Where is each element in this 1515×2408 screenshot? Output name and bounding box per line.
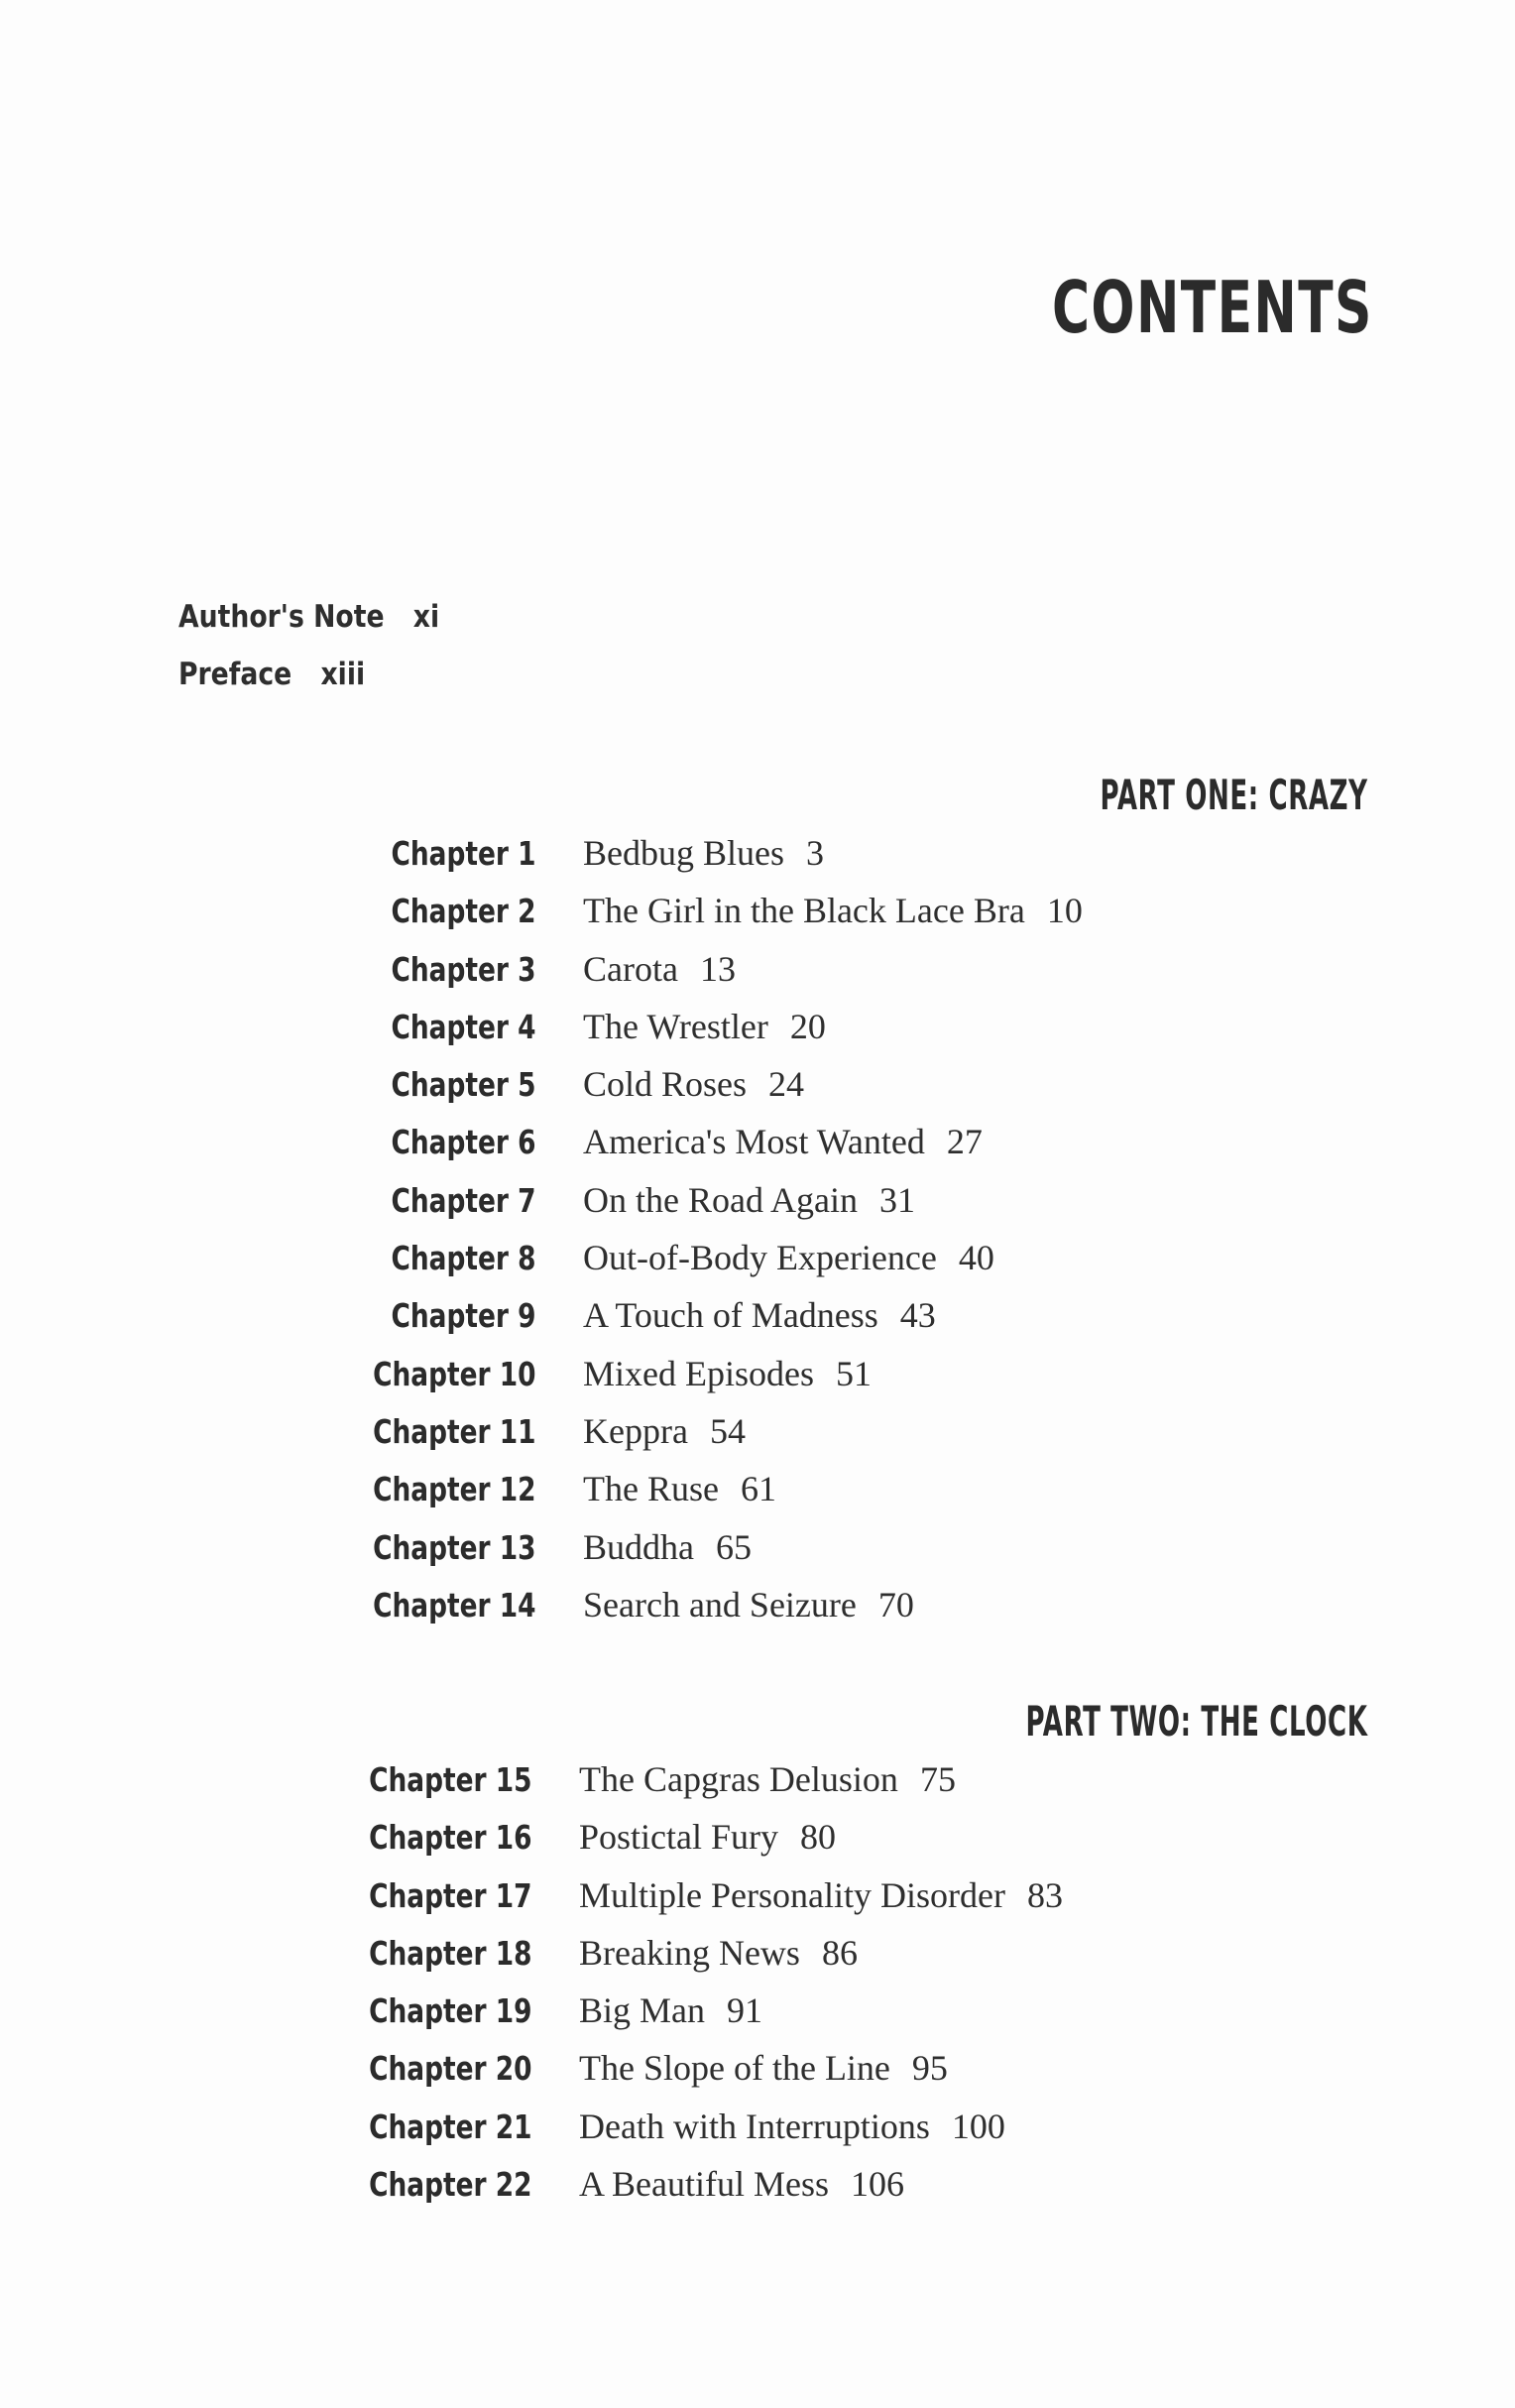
chapter-title: The Girl in the Black Lace Bra [583,891,1025,931]
chapter-title: Breaking News [579,1932,800,1973]
chapter-title-line [579,1758,956,1800]
chapter-title-line [579,2163,904,2205]
chapter-page-number: 83 [1026,1874,1063,1915]
chapter-page-number: 27 [946,1122,983,1162]
chapter-title-line [579,2047,948,2089]
chapter-title-line [583,832,824,874]
chapter-title-line [583,1468,776,1509]
chapter-page-number: 40 [958,1238,994,1278]
front-matter-page: xiii [320,657,366,692]
chapter-title-line [583,1353,872,1394]
chapter-row [0,1181,1515,1239]
chapter-title: Buddha [583,1526,694,1567]
chapter-title-line [583,1006,826,1047]
chapter-label: Chapter 22 [368,2165,531,2205]
chapter-title-line [583,1179,915,1221]
chapter-label: Chapter 18 [368,1933,531,1973]
chapter-row [0,1876,1515,1934]
chapter-page-number: 80 [800,1817,837,1858]
chapter-page-number: 13 [699,948,736,989]
chapter-title: On the Road Again [583,1179,858,1220]
chapter-label: Chapter 4 [391,1007,535,1046]
chapter-label: Chapter 9 [391,1296,535,1336]
chapter-title-line [583,1237,994,1278]
chapter-page-number: 31 [878,1179,915,1220]
chapter-row [0,1065,1515,1123]
part-heading-2: PART TWO: THE CLOCK [1025,1697,1368,1746]
chapter-row [0,1991,1515,2049]
chapter-title: Carota [583,948,678,989]
chapter-label: Chapter 6 [391,1123,535,1162]
chapter-label: Chapter 2 [391,892,535,931]
chapter-row [0,1239,1515,1296]
chapter-title: The Wrestler [583,1006,768,1046]
front-matter-page: xi [412,599,440,635]
chapter-title-line [579,1816,836,1858]
chapter-row [0,834,1515,892]
chapter-title: Mixed Episodes [583,1353,814,1393]
chapter-title: Postictal Fury [579,1817,779,1858]
chapter-page-number: 95 [911,2048,948,2089]
chapter-title: Bedbug Blues [583,833,784,873]
chapter-row [0,1528,1515,1586]
chapter-row [0,1123,1515,1180]
chapter-page-number: 43 [899,1295,936,1336]
chapter-title-line [579,1874,1063,1916]
chapter-label: Chapter 8 [391,1239,535,1278]
chapter-row [0,2107,1515,2165]
chapter-page-number: 61 [740,1469,776,1509]
chapter-label: Chapter 20 [368,2049,531,2089]
chapter-label: Chapter 11 [372,1411,535,1451]
chapter-title: America's Most Wanted [583,1122,925,1162]
chapter-label: Chapter 17 [368,1875,531,1915]
chapter-title: Search and Seizure [583,1584,857,1625]
chapter-title: Multiple Personality Disorder [579,1874,1005,1915]
chapter-page-number: 86 [821,1932,858,1973]
chapter-label: Chapter 15 [368,1760,531,1799]
chapter-title-line [579,1989,762,2031]
chapter-page-number: 100 [951,2106,1005,2146]
chapter-page-number: 65 [716,1526,752,1567]
chapter-row [0,1008,1515,1065]
chapter-title-line [579,2106,1005,2147]
chapter-row [0,1818,1515,1875]
chapter-title: Big Man [579,1990,706,2031]
chapter-title-line [583,1410,746,1452]
chapter-label: Chapter 5 [391,1065,535,1105]
front-matter-label: Author's Note [178,599,385,635]
chapter-label: Chapter 10 [372,1354,535,1393]
chapter-row [0,1470,1515,1527]
chapter-title: The Ruse [583,1469,719,1509]
chapter-label: Chapter 16 [368,1818,531,1858]
chapter-title-line [583,1584,914,1625]
chapter-title-line [583,1121,983,1162]
chapter-title: Death with Interruptions [579,2106,930,2146]
chapter-label: Chapter 7 [391,1180,535,1220]
chapter-title: Cold Roses [583,1064,748,1105]
chapter-title-line [579,1932,858,1974]
chapter-label: Chapter 3 [391,949,535,989]
chapter-title-line [583,1063,804,1105]
chapter-label: Chapter 12 [372,1470,535,1509]
chapter-row [0,1412,1515,1470]
chapter-title: The Capgras Delusion [579,1759,898,1799]
chapter-page-number: 91 [727,1990,763,2031]
chapter-title-line [583,1526,752,1568]
page-title: CONTENTS [1052,266,1373,349]
chapter-row [0,950,1515,1008]
chapter-title: Out-of-Body Experience [583,1238,937,1278]
chapter-row [0,892,1515,949]
chapter-page-number: 20 [789,1006,826,1046]
chapter-title-line [583,948,736,990]
chapter-row [0,1760,1515,1818]
chapter-row [0,2165,1515,2223]
front-matter-item [178,657,439,714]
chapter-label: Chapter 14 [372,1585,535,1625]
chapter-page-number: 3 [806,833,824,873]
front-matter-list [178,599,482,714]
front-matter-item [178,599,439,657]
chapter-title: The Slope of the Line [579,2048,890,2089]
chapter-page-number: 10 [1046,891,1083,931]
chapter-title-line [583,890,1083,931]
chapter-row [0,1296,1515,1354]
chapter-row [0,1586,1515,1643]
chapter-title: A Touch of Madness [583,1295,878,1336]
chapter-row [0,1355,1515,1412]
chapter-title-line [583,1294,936,1336]
part-two-chapter-list [0,1760,1515,2223]
chapter-page-number: 75 [919,1759,956,1799]
chapter-page-number: 54 [709,1410,746,1451]
part-one-chapter-list [0,834,1515,1643]
chapter-label: Chapter 13 [372,1527,535,1567]
chapter-page-number: 106 [850,2164,904,2205]
part-heading-1: PART ONE: CRAZY [1100,771,1368,819]
chapter-page-number: 51 [835,1353,872,1393]
chapter-page-number: 24 [768,1064,805,1105]
chapter-label: Chapter 1 [391,834,535,873]
chapter-label: Chapter 21 [368,2107,531,2146]
chapter-row [0,1934,1515,1991]
chapter-label: Chapter 19 [368,1991,531,2031]
front-matter-label: Preface [178,657,292,692]
chapter-title: Keppra [583,1410,688,1451]
chapter-row [0,2049,1515,2107]
chapter-title: A Beautiful Mess [579,2164,829,2205]
chapter-page-number: 70 [877,1584,914,1625]
